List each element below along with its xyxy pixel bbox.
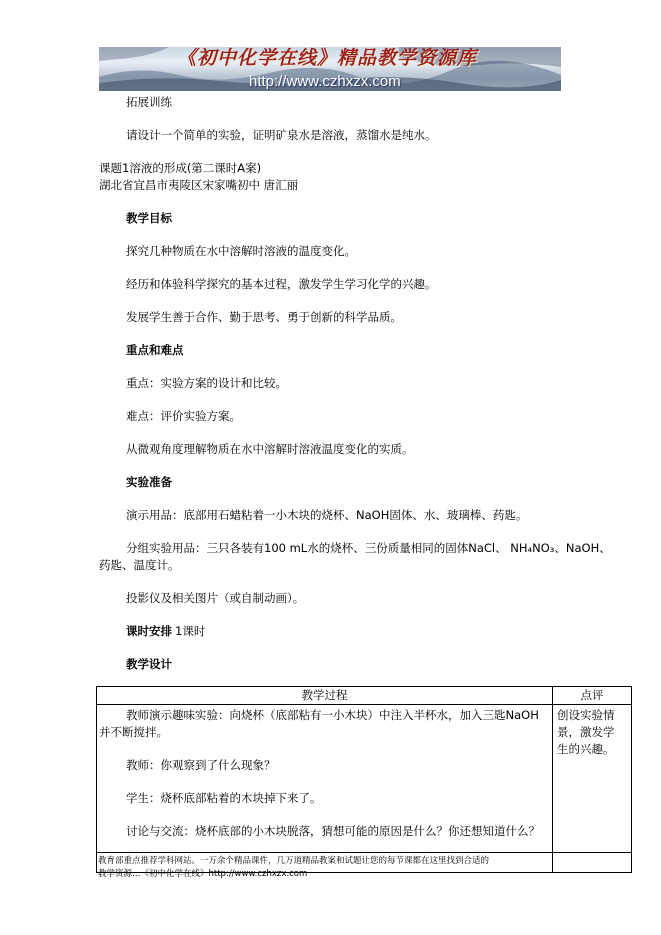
goal-item-2: 经历和体验科学探究的基本过程，激发学生学习化学的兴趣。 xyxy=(126,277,437,291)
process-line-2: 并不断搅拌。 xyxy=(99,725,168,739)
header-process: 教学过程 xyxy=(97,687,553,705)
table-row xyxy=(97,705,632,873)
student-answer: 学生：烧杯底部粘着的木块掉下来了。 xyxy=(126,791,322,805)
footer-divider xyxy=(96,852,631,853)
key-points-heading: 重点和难点 xyxy=(126,343,184,357)
process-cell xyxy=(97,705,553,873)
micro-view-point: 从微观角度理解物质在水中溶解时溶液温度变化的实质。 xyxy=(126,442,414,456)
difficult-point: 难点：评价实验方案。 xyxy=(126,409,241,423)
table-header-row xyxy=(97,687,632,705)
footer-line-1: 教育部重点推荐学科网站。一万余个精品课件，几万道精品教案和试题让您的每节课都在这里找到合适的 xyxy=(98,856,490,866)
discussion-text: 讨论与交流：烧杯底部的小木块脱落，猜想可能的原因是什么？你还想知道什么？ xyxy=(126,824,540,838)
banner-url-link[interactable]: http://www.czhxzx.com xyxy=(249,73,401,90)
comment-line-1: 创设实验情 xyxy=(557,708,615,722)
comment-cell xyxy=(553,705,632,873)
banner-title: 《初中化学在线》精品教学资源库 xyxy=(177,47,478,69)
header-banner xyxy=(99,47,561,91)
extension-heading: 拓展训练 xyxy=(126,95,172,109)
group-items-line-2: 药匙、温度计。 xyxy=(99,558,180,572)
projector-item: 投影仪及相关图片（或自制动画）。 xyxy=(126,591,305,605)
schedule-value: 1课时 xyxy=(175,624,206,638)
header-comment: 点评 xyxy=(553,687,632,705)
demo-items: 演示用品：底部用石蜡粘着一小木块的烧杯、NaOH固体、水、玻璃棒、药匙。 xyxy=(126,508,528,522)
design-heading: 教学设计 xyxy=(126,657,172,671)
group-items-line-1: 分组实验用品：三只各装有100 mL水的烧杯、三份质量相同的固体NaCl、 NH₄NO₃、NaOH、 xyxy=(126,541,611,555)
prep-heading: 实验准备 xyxy=(126,475,172,489)
schedule-line xyxy=(126,623,205,639)
teacher-question: 教师：你观察到了什么现象？ xyxy=(126,758,276,772)
key-point: 重点：实验方案的设计和比较。 xyxy=(126,376,287,390)
comment-line-2: 景，激发学 xyxy=(557,725,615,739)
goal-item-3: 发展学生善于合作、勤于思考、勇于创新的科学品质。 xyxy=(126,310,402,324)
lesson-process-table xyxy=(96,686,632,873)
lesson-title: 课题1溶液的形成(第二课时A案) xyxy=(99,161,262,175)
process-line-1: 教师演示趣味实验：向烧杯（底部粘有一小木块）中注入半杯水，加入三匙NaOH xyxy=(126,708,539,722)
footer-line-2: 教学资源…《初中化学在线》http://www.czhxzx.com xyxy=(98,869,308,879)
goals-heading: 教学目标 xyxy=(126,211,172,225)
author-line: 湖北省宜昌市夷陵区宋家嘴初中 唐汇丽 xyxy=(99,178,299,192)
extension-text: 请设计一个简单的实验，证明矿泉水是溶液，蒸馏水是纯水。 xyxy=(126,128,437,142)
schedule-label: 课时安排 xyxy=(126,624,172,638)
goal-item-1: 探究几种物质在水中溶解时溶液的温度变化。 xyxy=(126,244,356,258)
comment-line-3: 生的兴趣。 xyxy=(557,742,615,756)
